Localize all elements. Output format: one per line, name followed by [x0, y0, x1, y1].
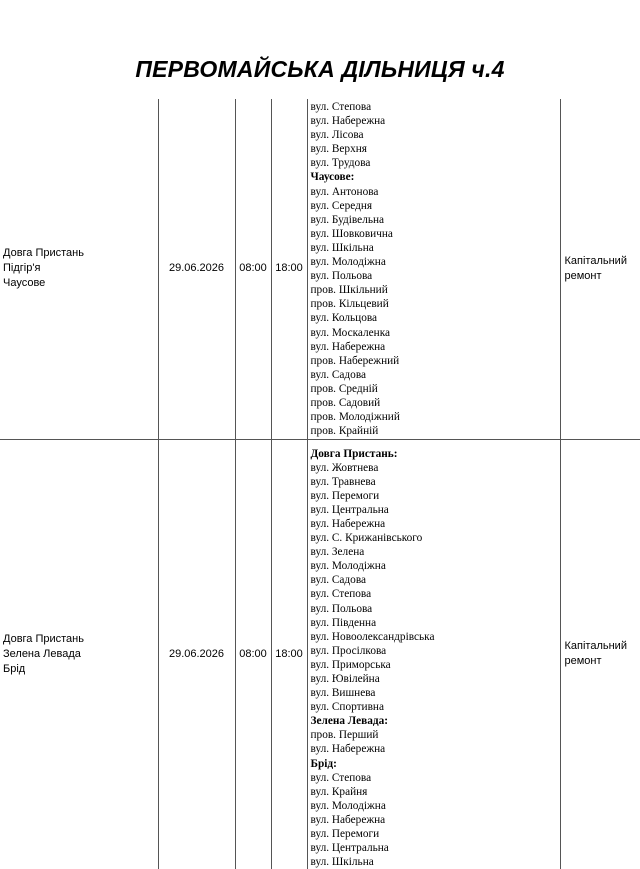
street-name: вул. Будівельна	[310, 213, 385, 226]
locations-cell	[0, 99, 158, 439]
street-name: вул. Шовковична	[310, 227, 393, 240]
date-cell: 29.06.2026	[158, 99, 235, 439]
work-type-text: ремонт	[564, 269, 602, 282]
street-name: вул. Травнева	[310, 475, 376, 488]
work-type-text: ремонт	[564, 655, 602, 668]
table-row	[0, 99, 640, 439]
street-name: вул. С. Крижанівського	[310, 532, 423, 545]
street-name: вул. Центральна	[310, 842, 389, 855]
street-name: вул. Просілкова	[310, 644, 387, 657]
street-name: вул. Набережна	[310, 813, 386, 826]
street-name: вул. Центральна	[310, 503, 389, 516]
start-time-cell: 08:00	[235, 99, 271, 439]
street-name: вул. Набережна	[310, 743, 386, 756]
street-name: вул. Садова	[310, 574, 367, 587]
streets-cell	[307, 99, 560, 439]
settlement-header: Брід:	[310, 757, 337, 770]
street-name: вул. Трудова	[310, 157, 371, 170]
street-name: вул. Шкільна	[310, 241, 374, 254]
street-name: вул. Приморська	[310, 658, 391, 671]
date-cell: 29.06.2026	[158, 439, 235, 869]
street-name: вул. Молодіжна	[310, 256, 386, 269]
street-name: вул. Польова	[310, 602, 373, 615]
street-name: пров. Садовий	[310, 396, 381, 409]
street-name: пров. Перший	[310, 729, 379, 742]
street-name: вул. Південна	[310, 616, 377, 629]
location-name: Зелена Левада	[3, 647, 81, 660]
work-type-text: Капітальний	[564, 640, 627, 653]
street-name: вул. Шкільна	[310, 856, 374, 869]
street-name: вул. Кольцова	[310, 312, 378, 325]
street-name: пров. Набережний	[310, 354, 400, 367]
location-name: Підгір'я	[3, 262, 41, 275]
street-name: вул. Лісова	[310, 129, 364, 142]
street-name: вул. Садова	[310, 368, 367, 381]
street-name: вул. Ювілейна	[310, 673, 380, 685]
start-time-cell: 08:00	[235, 439, 271, 869]
location-name: Брід	[3, 662, 26, 675]
street-name: вул. Спортивна	[310, 701, 384, 714]
street-name: вул. Вишнева	[310, 687, 376, 700]
streets-cell	[307, 439, 560, 869]
street-name: пров. Крайній	[310, 425, 379, 438]
street-name: вул. Степова	[310, 101, 372, 113]
street-name: вул. Середня	[310, 199, 373, 212]
work-type-cell	[560, 439, 640, 869]
end-time-cell: 18:00	[271, 99, 307, 439]
street-name: вул. Антонова	[310, 185, 379, 198]
street-name: вул. Набережна	[310, 340, 386, 353]
street-name: вул. Верхня	[310, 143, 367, 156]
street-name: вул. Молодіжна	[310, 560, 386, 573]
street-name: вул. Крайня	[310, 785, 368, 798]
street-name: вул. Польова	[310, 270, 373, 283]
work-type-cell	[560, 99, 640, 439]
street-name: вул. Москаленка	[310, 326, 391, 339]
street-name: вул. Перемоги	[310, 828, 380, 841]
street-name: вул. Набережна	[310, 115, 386, 128]
street-name: вул. Новоолександрівська	[310, 630, 435, 643]
page-title: ПЕРВОМАЙСЬКА ДІЛЬНИЦЯ ч.4	[135, 56, 505, 82]
street-name: пров. Молодіжний	[310, 411, 400, 424]
street-name: пров. Шкільний	[310, 284, 388, 297]
street-name: пров. Средній	[310, 382, 378, 395]
street-name: вул. Жовтнева	[310, 461, 379, 474]
street-name: вул. Зелена	[310, 546, 365, 559]
table-row	[0, 439, 640, 869]
street-name: вул. Степова	[310, 588, 372, 601]
locations-cell	[0, 439, 158, 869]
work-type-text: Капітальний	[564, 254, 627, 267]
end-time-cell: 18:00	[271, 439, 307, 869]
street-name: вул. Перемоги	[310, 489, 380, 502]
location-name: Чаусове	[3, 277, 46, 290]
location-name: Довга Пристань	[3, 632, 84, 645]
settlement-header: Довга Пристань:	[310, 447, 398, 460]
street-name: вул. Молодіжна	[310, 799, 386, 812]
outage-table	[0, 99, 640, 869]
settlement-header: Зелена Левада:	[310, 715, 389, 728]
street-name: вул. Степова	[310, 771, 372, 784]
location-name: Довга Пристань	[3, 247, 84, 260]
settlement-header: Чаусове:	[310, 171, 355, 184]
street-name: пров. Кільцевий	[310, 298, 389, 311]
street-name: вул. Набережна	[310, 517, 386, 530]
